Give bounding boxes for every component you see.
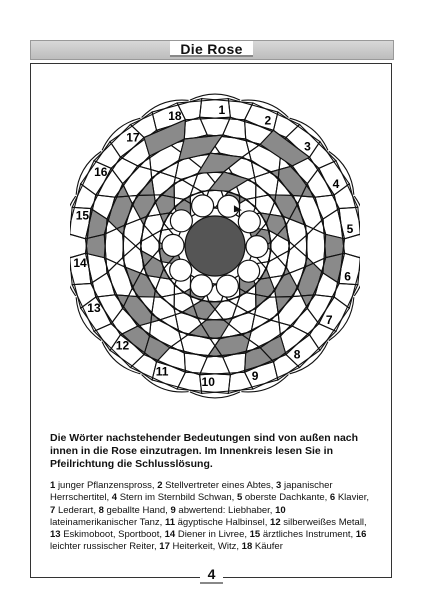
page-title-wrap: [0, 40, 423, 58]
rose-number: 15: [75, 208, 90, 223]
rose-number: 8: [293, 347, 301, 362]
clue-number: 17: [159, 541, 173, 553]
solution-circle[interactable]: [162, 234, 184, 256]
clue-text: Diener in Livree,: [177, 529, 250, 541]
rose-cell[interactable]: [200, 99, 253, 120]
solution-circle[interactable]: [192, 195, 214, 217]
rose-cell[interactable]: [209, 172, 249, 191]
rose-number: 3: [304, 139, 311, 154]
clue-text: oberste Dachkante,: [244, 492, 330, 504]
rose-number: 12: [115, 338, 130, 353]
clue-number: 7: [50, 504, 58, 516]
rose-number: 4: [332, 176, 340, 191]
rose-number: 11: [155, 364, 169, 379]
clue-number: 18: [241, 541, 255, 553]
clue-list: [50, 480, 372, 554]
solution-circle[interactable]: [238, 211, 260, 233]
clue-number: 1: [50, 480, 58, 491]
clue-text: Lederart,: [57, 504, 99, 516]
clue-text: Klavier,: [337, 492, 369, 504]
rose-number: 13: [87, 301, 101, 316]
clue-number: 5: [236, 492, 245, 504]
clue-number: 15: [249, 529, 263, 541]
clue-number: 9: [170, 504, 179, 516]
rose-number: 17: [126, 130, 140, 145]
clue-text: ärztliches Instrument,: [262, 529, 356, 541]
solution-circle[interactable]: [170, 210, 192, 232]
clue-text: junger Pflanzenspross,: [57, 480, 158, 491]
rose-cell[interactable]: [181, 301, 221, 320]
clue-number: 14: [164, 529, 178, 541]
clue-text: Stern im Sternbild Schwan,: [119, 492, 237, 504]
solution-circle[interactable]: [246, 236, 268, 258]
clue-text: Eskimoboot, Sportboot,: [63, 529, 165, 541]
instructions: Die Wörter nachstehender Bedeutungen sind von außen nach innen in die Rose einzutragen. Im Innenkreis lesen Sie in Pfeilrichtung die Schlusslösung.: [50, 432, 359, 470]
clue-text: lateinamerikanischer Tanz,: [50, 516, 165, 528]
page-number: 4: [200, 566, 224, 584]
clue-text: abwertend: Liebhaber,: [178, 504, 276, 516]
rose-cell[interactable]: [310, 142, 350, 195]
rose-number: 5: [346, 222, 354, 237]
solution-circle[interactable]: [218, 195, 240, 217]
clue-number: 6: [329, 492, 338, 504]
center-disk: [185, 216, 245, 276]
clue-number: 16: [355, 529, 367, 541]
clue-number: 12: [270, 516, 284, 528]
solution-circle[interactable]: [170, 259, 192, 281]
clue-text: Heiterkeit, Witz,: [172, 541, 242, 553]
clue-text: ägyptische Halbinsel,: [177, 516, 271, 528]
clue-text: japanischer Herrschertitel,: [50, 480, 333, 504]
rose-number: 7: [325, 312, 333, 327]
clue-number: 8: [98, 504, 107, 516]
rose-number: 6: [344, 269, 351, 284]
clue-number: 11: [164, 516, 178, 528]
rose-number: 1: [218, 103, 226, 118]
clue-number: 3: [276, 480, 284, 491]
page-title: Die Rose: [170, 41, 252, 57]
rose-number: 16: [94, 165, 108, 180]
rose-number: 10: [201, 374, 215, 389]
rose-puzzle-grid[interactable]: [70, 86, 360, 426]
rose-number: 18: [168, 109, 182, 124]
clue-number: 4: [111, 492, 120, 504]
clue-number: 10: [275, 504, 286, 516]
clue-text: Stellvertreter eines Abtes,: [165, 480, 277, 491]
clue-number: 13: [50, 529, 64, 541]
page-number-wrap: [0, 566, 423, 584]
solution-circle[interactable]: [216, 275, 238, 297]
rose-cell[interactable]: [323, 234, 344, 283]
solution-circle[interactable]: [190, 275, 212, 297]
clue-text: silberweißes Metall,: [283, 516, 367, 528]
rose-number: 14: [73, 255, 87, 270]
clue-text: Käufer: [254, 541, 283, 553]
solution-circle[interactable]: [238, 260, 260, 282]
clue-text: leichter russischer Reiter,: [50, 541, 160, 553]
clue-number: 2: [157, 480, 166, 491]
rose-number: 9: [251, 368, 259, 383]
clue-text: geballte Hand,: [106, 504, 171, 516]
rose-cell[interactable]: [260, 130, 309, 166]
rose-number: 2: [264, 113, 272, 128]
